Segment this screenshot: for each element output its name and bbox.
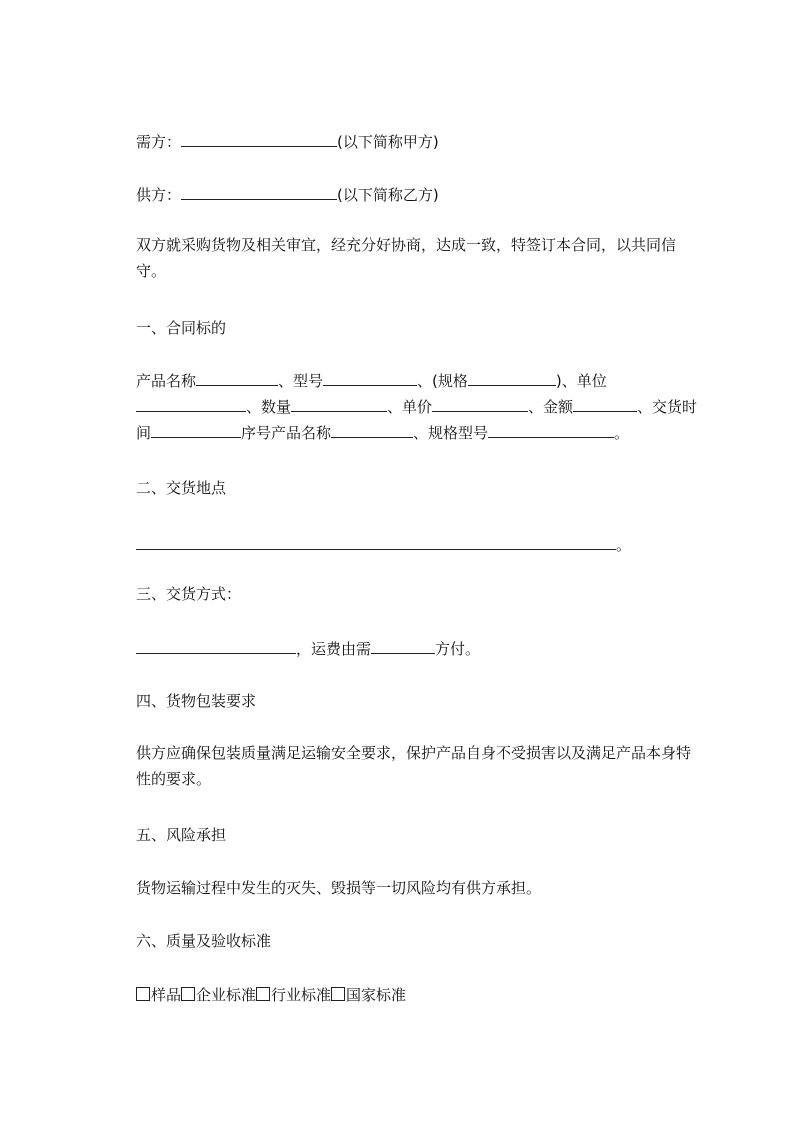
section-5-text: 货物运输过程中发生的灭失、毁损等一切风险均有供方承担。 [136,879,542,897]
product-name-label: 产品名称 [136,372,197,390]
delivery-place-blank[interactable] [136,535,616,550]
intro-paragraph [104,232,704,284]
supplier-label: 供方： [136,186,182,204]
checkbox-industry-standard[interactable] [256,987,270,1001]
buyer-blank[interactable] [181,132,337,147]
freight-payer-blank[interactable] [371,639,435,654]
section-1-fields [104,368,704,446]
intro-text: 双方就采购货物及相关审宜，经充分好协商，达成一致，特签订本合同，以共同信守。 [136,236,677,280]
price-blank[interactable] [432,397,528,412]
option-national-standard: 国家标准 [346,986,407,1004]
checkbox-national-standard[interactable] [331,987,345,1001]
quantity-blank[interactable] [291,397,387,412]
section-1-fields-text [104,368,704,446]
pay-label: 方付。 [435,640,481,658]
price-label: 、单价 [387,398,433,416]
section-5-title: 五、风险承担 [136,826,227,844]
section-3-title: 三、交货方式： [136,585,242,603]
buyer-label: 需方： [136,133,182,151]
buyer-suffix: (以下简称甲方) [337,133,439,151]
section-1-end: 。 [614,424,630,442]
delivery-place-end: 。 [616,536,632,554]
section-4-title: 四、货物包装要求 [136,692,257,710]
product-name-blank[interactable] [196,371,278,386]
model-label: 、型号 [278,372,324,390]
section-6-title: 六、质量及验收标准 [136,932,272,950]
seq-product-name-blank[interactable] [331,423,413,438]
seq-product-name-label: 序号产品名称 [241,424,332,442]
delivery-method-line [136,639,480,658]
spec-blank[interactable] [468,371,556,386]
amount-label: 、金额 [528,398,574,416]
spec-model-blank[interactable] [488,423,614,438]
spec-label: 、(规格 [417,372,468,390]
quantity-label: 、数量 [246,398,292,416]
delivery-time-label: 、交货时间 [136,398,698,442]
supplier-line [136,185,439,204]
delivery-time-blank[interactable] [151,423,241,438]
section-4-paragraph [104,740,704,792]
delivery-place-line [136,535,631,554]
option-sample: 样品 [151,986,182,1004]
buyer-line [136,132,439,151]
supplier-blank[interactable] [181,185,337,200]
unit-blank[interactable] [136,397,246,412]
amount-blank[interactable] [573,397,637,412]
checkbox-enterprise-standard[interactable] [181,987,195,1001]
supplier-suffix: (以下简称乙方) [337,186,439,204]
section-1-title: 一、合同标的 [136,319,227,337]
quality-options [136,986,406,1004]
section-2-title: 二、交货地点 [136,479,227,497]
freight-label: ，运费由需 [296,640,372,658]
section-4-text: 供方应确保包装质量满足运输安全要求，保护产品自身不受损害以及满足产品本身特性的要求。 [136,744,692,788]
model-blank[interactable] [323,371,417,386]
spec-model-label: 、规格型号 [413,424,489,442]
delivery-method-blank[interactable] [136,639,296,654]
option-enterprise-standard: 企业标准 [196,986,257,1004]
option-industry-standard: 行业标准 [271,986,332,1004]
unit-label: )、单位 [555,372,607,390]
checkbox-sample[interactable] [136,987,150,1001]
